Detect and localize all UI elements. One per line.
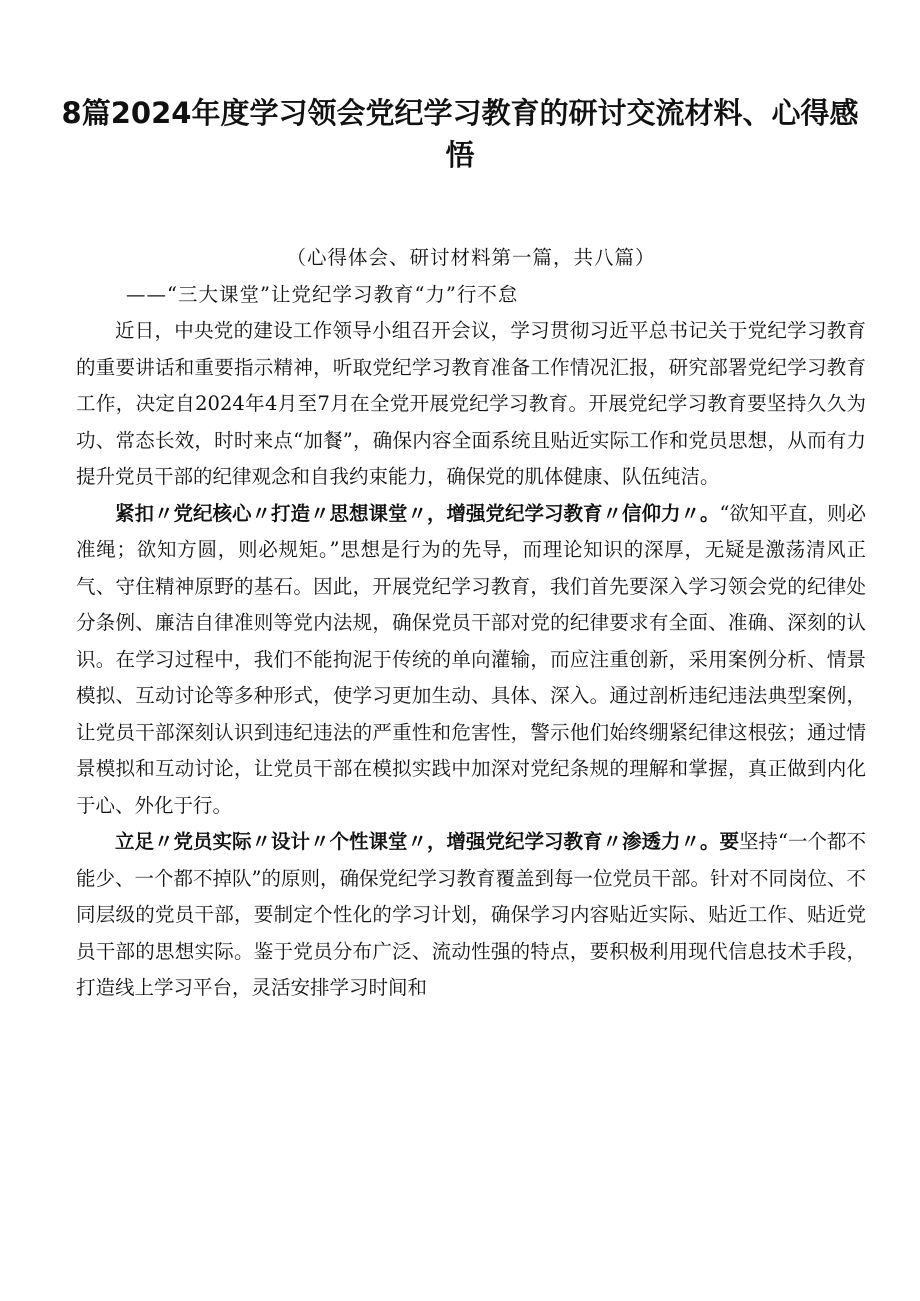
article-subheading: ——“三大课堂”让党纪学习教育“力”行不怠	[126, 282, 519, 306]
section-heading-personal-classroom: 立足〃党员实际〃设计〃个性课堂〃，增强党纪学习教育〃渗透力〃。要	[115, 830, 740, 853]
paragraph-personal-classroom	[76, 824, 866, 1007]
document-body	[76, 240, 866, 1007]
document-title: 8篇2024年度学习领会党纪学习教育的研讨交流材料、心得感悟	[61, 96, 859, 172]
section-heading-thought-classroom: 紧扣〃党纪核心〃打造〃思想课堂〃，增强党纪学习教育〃信仰力〃。	[115, 501, 720, 525]
paragraph-thought-classroom	[76, 496, 866, 825]
paragraph-intro	[76, 313, 866, 496]
series-note: （心得体会、研讨材料第一篇，共八篇）	[286, 246, 656, 269]
paragraph-intro-text: 近日，中央党的建设工作领导小组召开会议，学习贯彻习近平总书记关于党纪学习教育的重要讲话和重要指示精神，听取党纪学习教育准备工作情况汇报，研究部署党纪学习教育工作，决定自2024年4月至7月在全党开展党纪学习教育。开展党纪学习教育要坚持久久为功、常态长效，时时来点“加餐”，确保内容全面系统且贴近实际工作和党员思想，从而有力提升党员干部的纪律观念和自我约束能力，确保党的肌体健康、队伍纯洁。	[76, 319, 866, 488]
paragraph-thought-classroom-text: “欲知平直，则必准绳；欲知方圆，则必规矩。”思想是行为的先导，而理论知识的深厚，无疑是激荡清风正气、守住精神原野的基石。因此，开展党纪学习教育，我们首先要深入学习领会党的纪律处分条例、廉洁自律准则等党内法规，确保党员干部对党的纪律要求有全面、准确、深刻的认识。在学习过程中，我们不能拘泥于传统的单向灌输，而应注重创新，采用案例分析、情景模拟、互动讨论等多种形式，使学习更加生动、具体、深入。通过剖析违纪违法典型案例，让党员干部深刻认识到违纪违法的严重性和危害性，警示他们始终绷紧纪律这根弦；通过情景模拟和互动讨论，让党员干部在模拟实践中加深对党纪条规的理解和掌握，真正做到内化于心、外化于行。	[76, 501, 866, 817]
paragraph-personal-classroom-text: 坚持“一个都不能少、一个都不掉队”的原则，确保党纪学习教育覆盖到每一位党员干部。针对不同岗位、不同层级的党员干部，要制定个性化的学习计划，确保学习内容贴近实际、贴近工作、贴近党员干部的思想实际。鉴于党员分布广泛、流动性强的特点，要积极利用现代信息技术手段，打造线上学习平台，灵活安排学习时间和	[76, 830, 866, 999]
